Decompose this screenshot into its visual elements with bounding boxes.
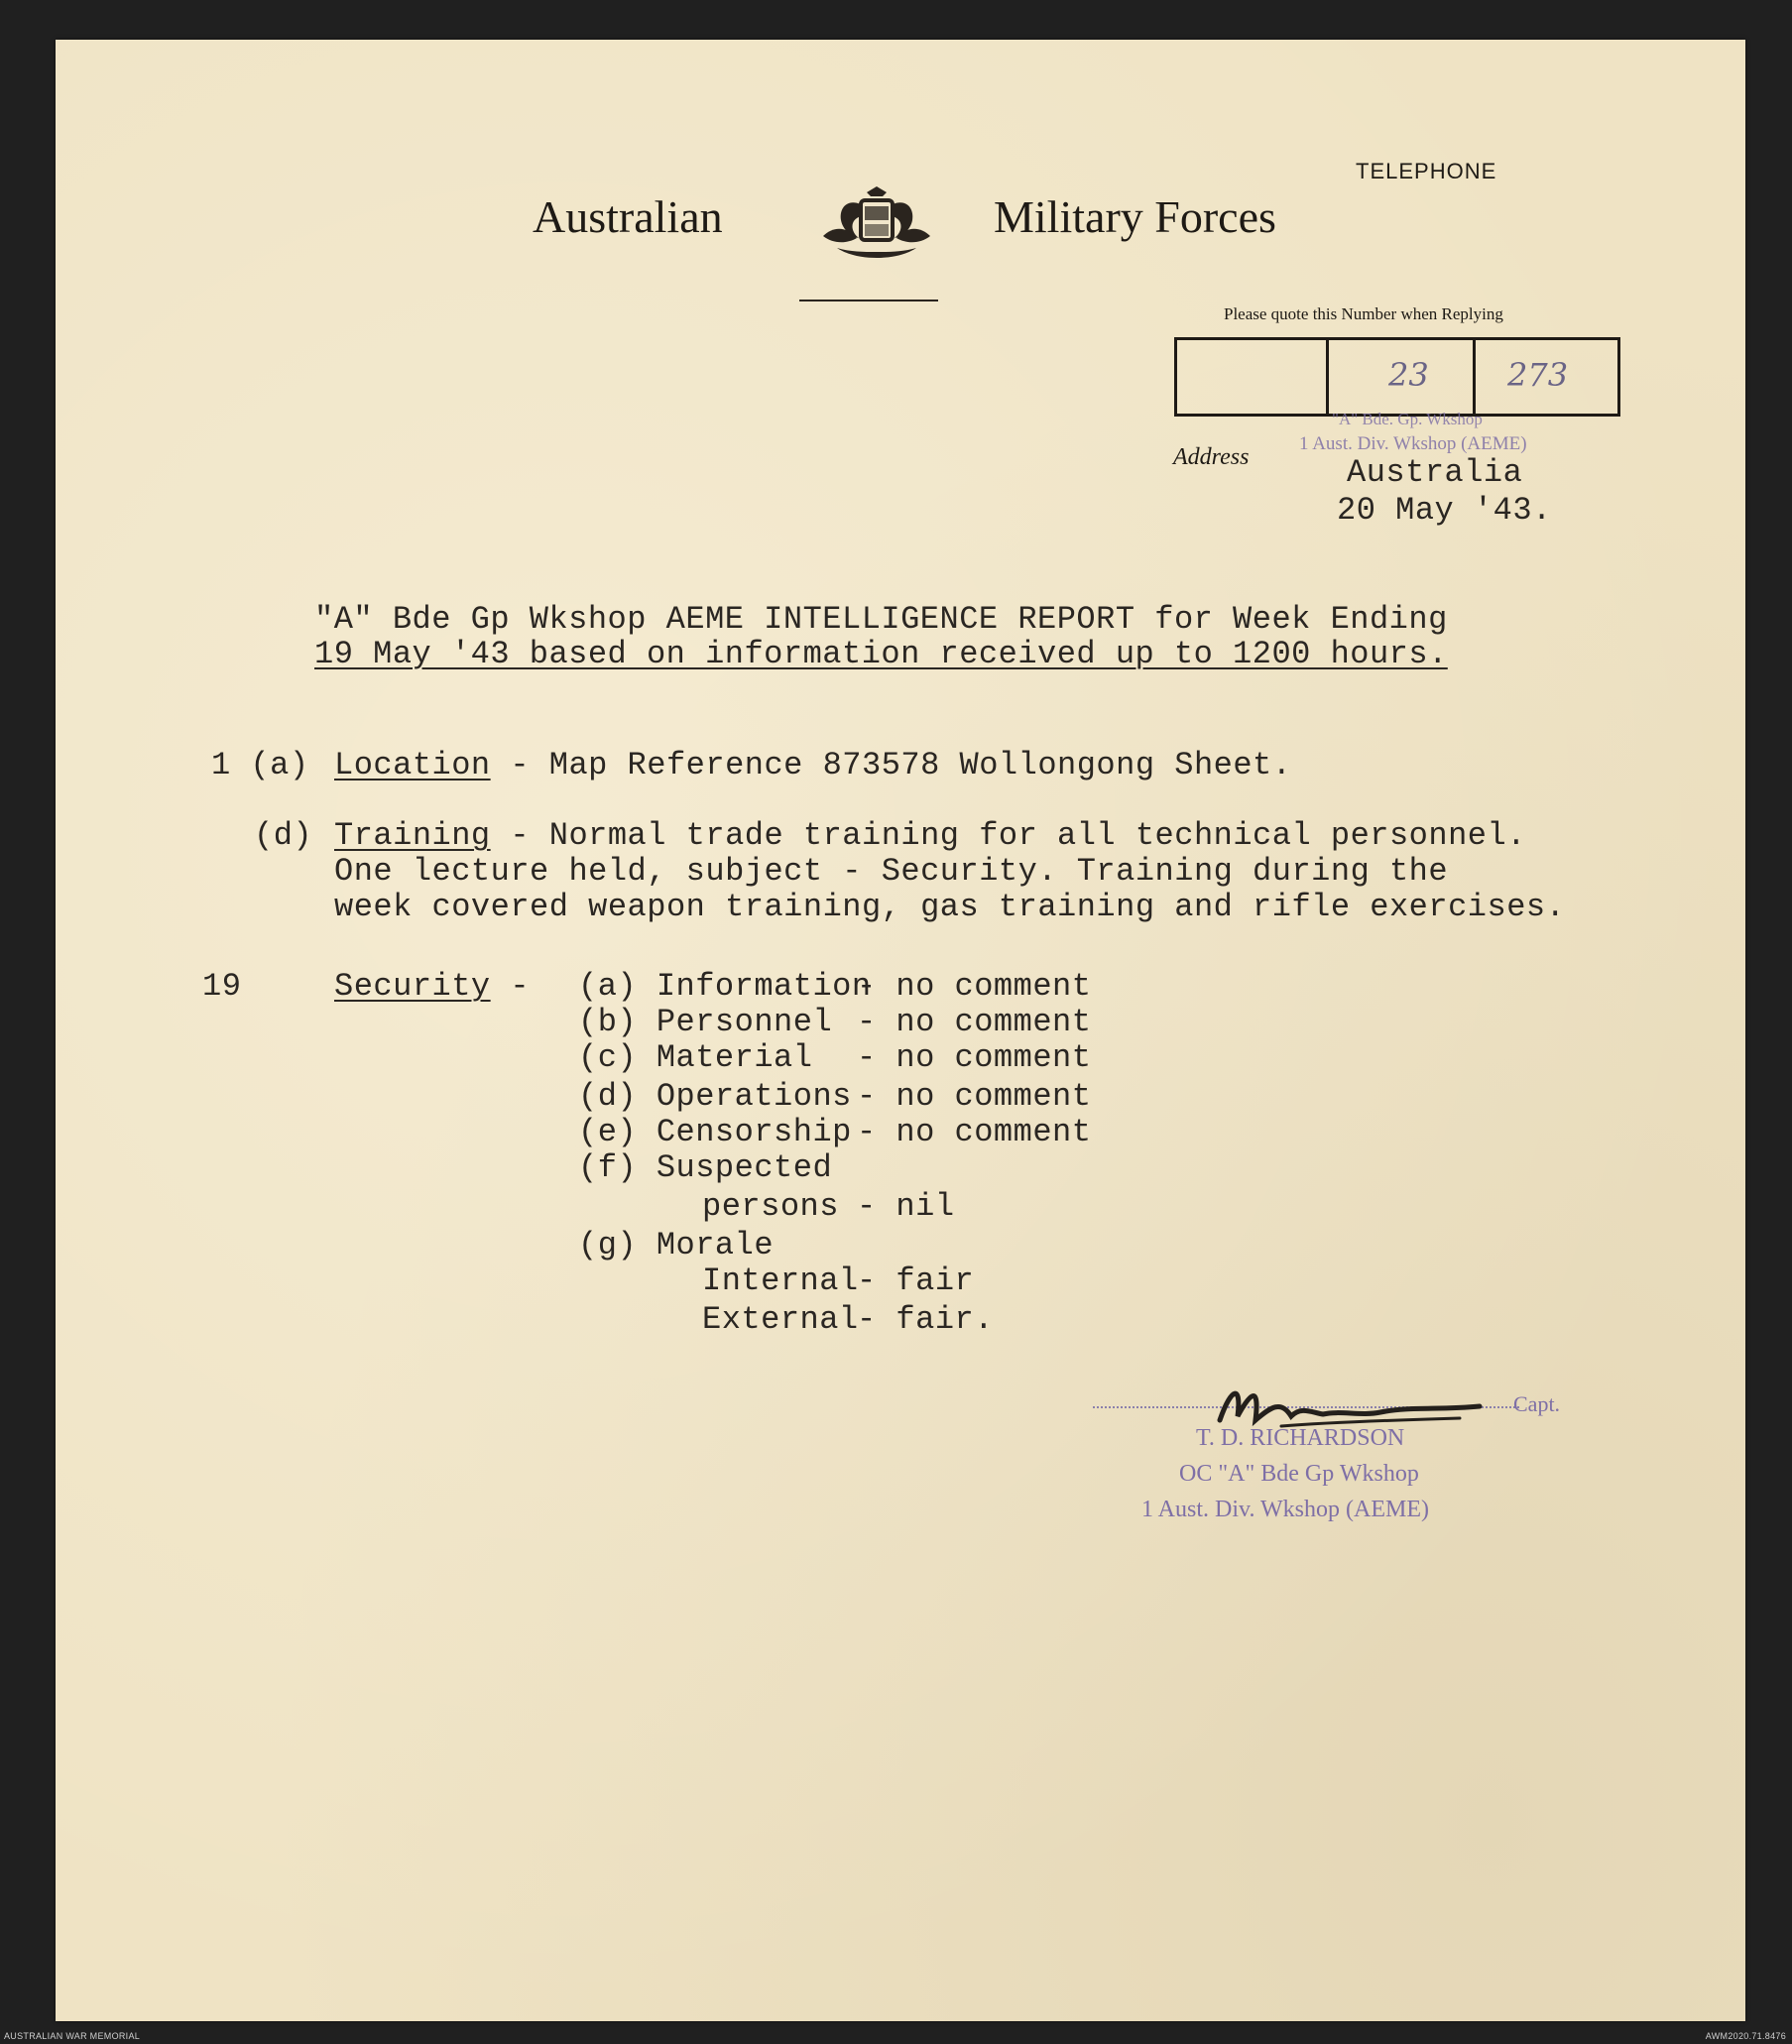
security-item-label: External	[702, 1301, 859, 1338]
security-item-value: - no comment	[857, 1078, 1092, 1115]
security-item-value: - no comment	[857, 1004, 1092, 1040]
document-page	[56, 40, 1745, 2021]
letterhead-right: Military Forces	[994, 191, 1276, 242]
security-item-value: - no comment	[857, 1114, 1092, 1150]
archive-id: AWM2020.71.8476	[1705, 2031, 1786, 2041]
security-item-label: (a) Information	[578, 968, 872, 1005]
ref-box-2	[1329, 340, 1476, 414]
section-19-heading: Security	[334, 968, 491, 1005]
report-title-line2: 19 May '43 based on information received up to 1200 hours.	[314, 636, 1448, 672]
security-item-label: (c) Material	[578, 1039, 813, 1076]
security-item-label: Internal	[702, 1262, 859, 1299]
security-item-value: - no comment	[857, 1039, 1092, 1076]
security-item-value: - fair	[857, 1262, 975, 1299]
quote-note: Please quote this Number when Replying	[1224, 304, 1503, 323]
handwritten-signature	[1196, 1359, 1493, 1418]
section-1d-text: - Normal trade training for all technical personnel.	[490, 817, 1526, 854]
section-19-number: 19	[202, 968, 242, 1005]
section-1d-line1	[334, 817, 1526, 854]
letterhead-rule	[799, 300, 938, 301]
section-1a-text: - Map Reference 873578 Wollongong Sheet.	[490, 747, 1292, 783]
security-item-label: (d) Operations	[578, 1078, 852, 1115]
signature-name: T. D. RICHARDSON	[1196, 1425, 1405, 1451]
signature-role: OC "A" Bde Gp Wkshop	[1179, 1461, 1419, 1487]
security-item-value: - nil	[857, 1188, 955, 1225]
ref-box-3	[1476, 340, 1617, 414]
coat-of-arms-icon	[801, 167, 920, 246]
security-item-label: (g) Morale	[578, 1227, 775, 1263]
security-item-label: persons	[702, 1188, 839, 1225]
signature-unit: 1 Aust. Div. Wkshop (AEME)	[1141, 1497, 1429, 1522]
section-1a-heading: Location	[334, 747, 491, 783]
section-1d-line2: One lecture held, subject - Security. Training during the	[334, 853, 1449, 890]
section-1a-number: 1 (a)	[211, 747, 309, 783]
address-label: Address	[1173, 444, 1250, 470]
security-item-value: - no comment	[857, 968, 1092, 1005]
section-19-heading-line: Security -	[334, 968, 531, 1005]
section-1a-line	[334, 747, 1291, 783]
reference-number-boxes	[1174, 337, 1620, 417]
ref-number-23: 23	[1388, 356, 1429, 394]
security-item-label: (f) Suspected	[578, 1149, 833, 1186]
security-item-label: (e) Censorship	[578, 1114, 852, 1150]
address-stamp-line2: 1 Aust. Div. Wkshop (AEME)	[1299, 433, 1527, 454]
ref-number-273: 273	[1507, 356, 1569, 394]
ref-box-1	[1177, 340, 1329, 414]
security-item-label: (b) Personnel	[578, 1004, 833, 1040]
security-item-value: - fair.	[857, 1301, 994, 1338]
address-stamp-line1: "A" Bde. Gp. Wkshop	[1332, 410, 1483, 428]
address-country: Australia	[1347, 454, 1523, 491]
letter-date: 20 May '43.	[1337, 492, 1552, 529]
section-1d-number: (d)	[254, 817, 313, 854]
section-1d-heading: Training	[334, 817, 491, 854]
report-title-line1: "A" Bde Gp Wkshop AEME INTELLIGENCE REPORT for Week Ending	[314, 601, 1448, 638]
archive-credit: AUSTRALIAN WAR MEMORIAL	[4, 2031, 141, 2041]
section-1d-line3: week covered weapon training, gas training and rifle exercises.	[334, 889, 1566, 925]
signature-rank: Capt.	[1513, 1391, 1561, 1416]
letterhead-left: Australian	[533, 191, 723, 242]
telephone-label: TELEPHONE	[1356, 159, 1497, 183]
